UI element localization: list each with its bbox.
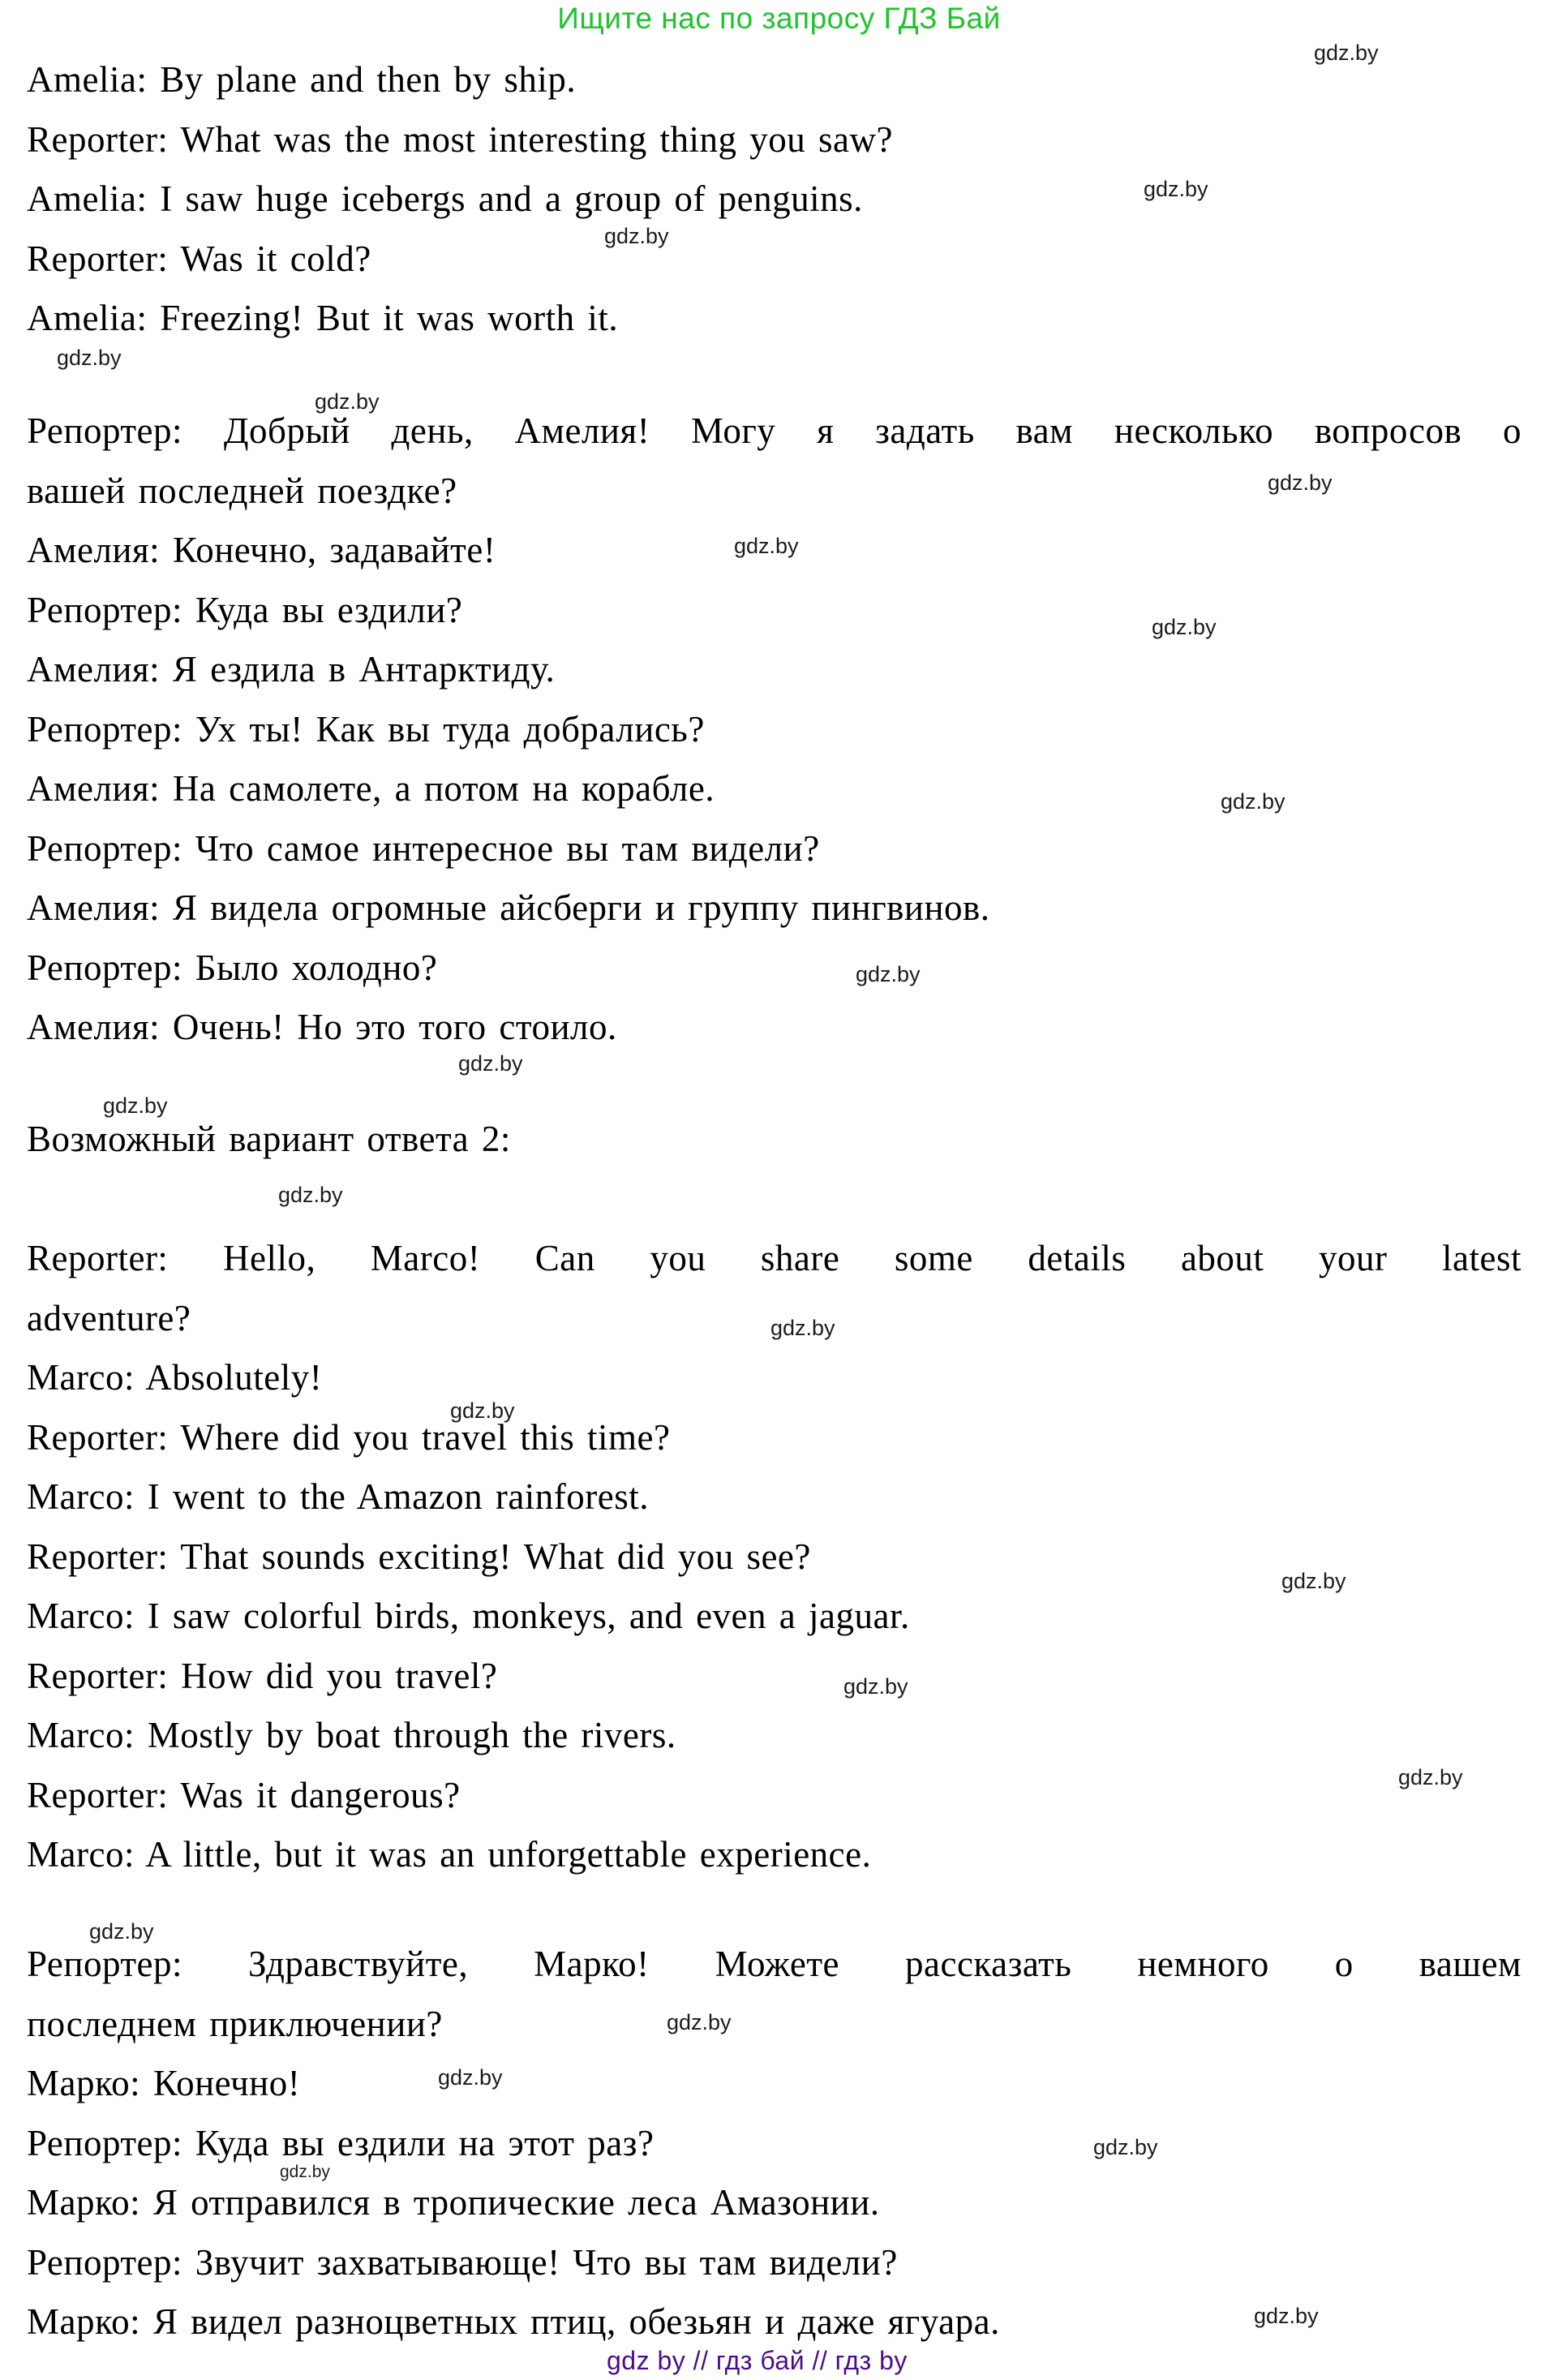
dialogue-line: Marco: Mostly by boat through the rivers. [27,1715,676,1755]
dialogue-line: Reporter: Where did you travel this time? [27,1416,671,1458]
gdz-watermark: gdz.by [1268,470,1333,495]
dialogue-line: Амелия: На самолете, а потом на корабле. [27,768,715,809]
dialogue-line: Репортер: Добрый день, Амелия! Могу я задать вам несколько вопросов о [27,410,1522,451]
gdz-watermark: gdz.by [770,1316,835,1340]
gdz-watermark: gdz.by [1254,2304,1319,2328]
dialogue-line: Amelia: I saw huge icebergs and a group of penguins. [27,178,863,219]
dialogue-line: Амелия: Я видела огромные айсберги и группу пингвинов. [27,887,990,928]
dialogue-line: Reporter: Was it dangerous? [27,1774,461,1815]
gdz-watermark: gdz.by [1093,2135,1158,2159]
gdz-watermark: gdz.by [1398,1765,1463,1789]
dialogue-line: Reporter: Was it cold? [27,238,371,279]
dialogue-line: Марко: Я отправился в тропические леса Амазонии. [27,2182,880,2223]
gdz-watermark: gdz.by [843,1674,908,1699]
dialogue-line: Marco: A little, but it was an unforgettable experience. [27,1834,872,1875]
dialogue-line: Репортер: Куда вы ездили? [27,589,463,630]
promo-banner: Ищите нас по запросу ГДЗ Бай [557,2,1001,35]
gdz-watermark: gdz.by [458,1051,523,1076]
dialogue-line: Marco: I saw colorful birds, monkeys, and even a jaguar. [27,1596,910,1636]
dialogue-line: Амелия: Я ездила в Антарктиду. [27,649,556,690]
dialogue-line: Репортер: Ух ты! Как вы туда добрались? [27,708,705,750]
gdz-watermark: gdz.by [57,346,122,370]
dialogue-line: Репортер: Что самое интересное вы там видели? [27,827,820,869]
english-dialogue-1 [27,50,1522,349]
dialogue-line: последнем приключении? [27,2003,443,2044]
dialogue-line: Марко: Конечно! [27,2063,301,2103]
dialogue-line: Марко: Я видел разноцветных птиц, обезьян и даже ягуара. [27,2301,1000,2342]
variant-heading [27,1110,1522,1170]
gdz-watermark: gdz.by [450,1398,515,1423]
russian-dialogue-2 [27,1935,1522,2352]
dialogue-line: Amelia: By plane and then by ship. [27,59,577,100]
gdz-watermark: gdz.by [604,224,669,248]
dialogue-line: Репортер: Звучит захватывающе! Что вы там видели? [27,2241,898,2283]
dialogue-line: вашей последней поездке? [27,470,457,511]
gdz-watermark: gdz.by [1281,1569,1346,1593]
gdz-watermark: gdz.by [1144,177,1208,201]
dialogue-line: Marco: I went to the Amazon rainforest. [27,1476,650,1517]
gdz-watermark: gdz.by [1152,615,1217,639]
gdz-watermark: gdz.by [315,389,380,414]
dialogue-line: Amelia: Freezing! But it was worth it. [27,298,619,338]
gdz-watermark: gdz.by [1314,41,1379,65]
footer-watermark: gdz by // гдз бай // гдз by [607,2346,908,2375]
gdz-watermark: gdz.by [856,962,921,986]
gdz-watermark: gdz.by [278,1183,343,1207]
gdz-watermark: gdz.by [1221,789,1285,814]
dialogue-line: Reporter: That sounds exciting! What did you see? [27,1536,811,1577]
russian-dialogue-1 [27,402,1522,1058]
gdz-watermark: gdz.by [667,2010,732,2034]
gdz-watermark: gdz.by [734,534,799,558]
dialogue-line: Reporter: What was the most interesting thing you saw? [27,118,893,160]
gdz-watermark: gdz.by [438,2065,503,2090]
dialogue-line: Marco: Absolutely! [27,1357,323,1398]
dialogue-line: Репортер: Здравствуйте, Марко! Можете рассказать немного о вашем [27,1944,1522,1984]
dialogue-line: Репортер: Куда вы ездили на этот раз? [27,2122,655,2163]
dialogue-line: Амелия: Очень! Но это того стоило. [27,1007,617,1047]
dialogue-line: Возможный вариант ответа 2: [27,1119,511,1159]
dialogue-line: Reporter: Hello, Marco! Can you share some details about your latest [27,1238,1522,1278]
dialogue-line: Reporter: How did you travel? [27,1655,498,1696]
gdz-watermark: gdz.by [89,1919,154,1944]
gdz-watermark: gdz.by [103,1093,168,1118]
dialogue-line: Амелия: Конечно, задавайте! [27,530,496,570]
dialogue-line: adventure? [27,1297,191,1338]
dialogue-line: Репортер: Было холодно? [27,947,438,988]
gdz-watermark: gdz.by [280,2163,330,2181]
